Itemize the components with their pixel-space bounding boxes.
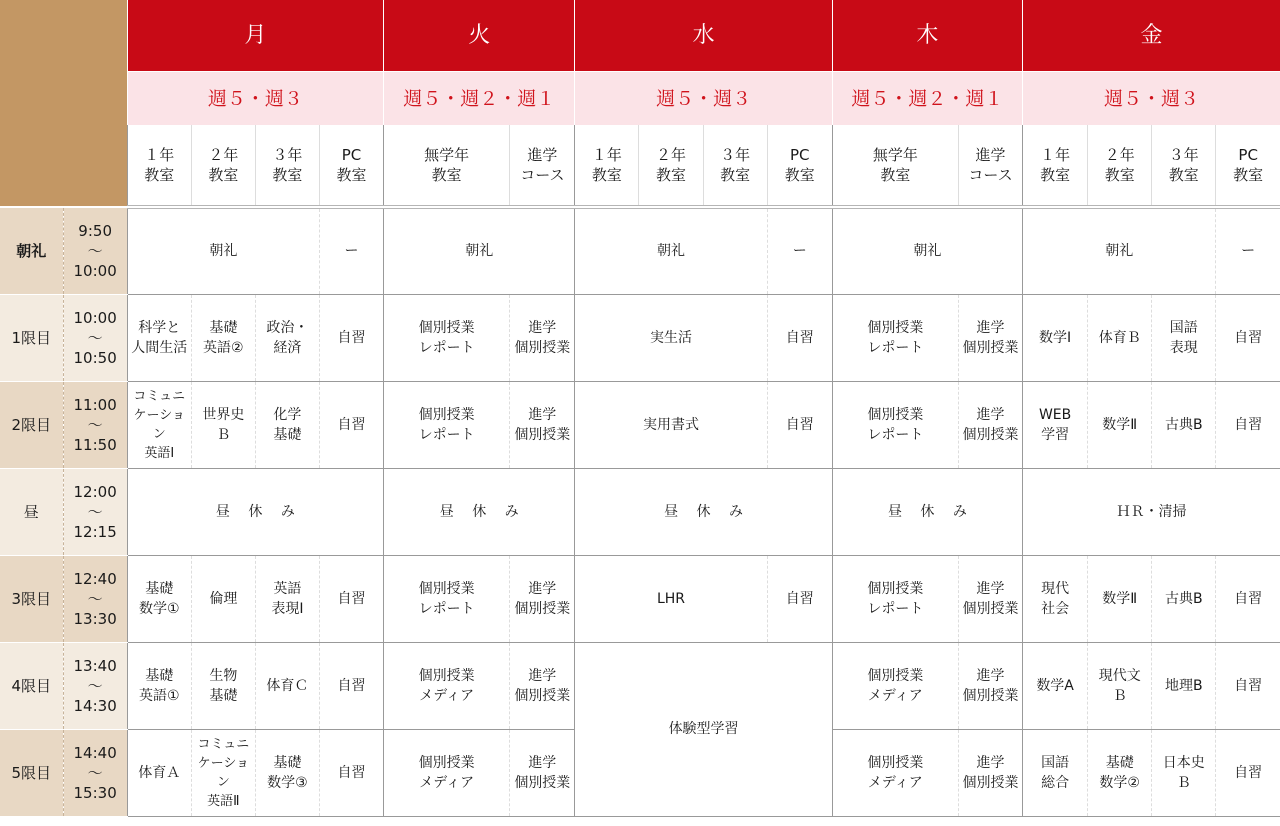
cell: 英語 表現Ⅰ (255, 555, 319, 642)
cell-thu-chorei: 朝礼 (832, 207, 1022, 294)
room-mon-3nen: ３年 教室 (255, 125, 319, 207)
period-time: 11:00 ～ 11:50 (63, 381, 127, 468)
cell: 科学と 人間生活 (127, 294, 191, 381)
cell: 個別授業 メディア (832, 729, 958, 816)
table-row-chorei (0, 207, 1280, 294)
cell: 進学 個別授業 (958, 555, 1022, 642)
cell-mon-pc: ー (319, 207, 383, 294)
cell-wed-pc: ー (767, 207, 832, 294)
cell: 基礎 数学② (1088, 729, 1152, 816)
cell-hr-fri: ＨＲ・清掃 (1023, 468, 1280, 555)
day-header-fri: 金 (1023, 0, 1280, 72)
cell: 数学Ⅰ (1023, 294, 1088, 381)
room-mon-1nen: １年 教室 (127, 125, 191, 207)
cell-tue-chorei: 朝礼 (384, 207, 575, 294)
cell: 基礎 数学③ (255, 729, 319, 816)
room-thu-mugaku: 無学年 教室 (832, 125, 958, 207)
cell: 進学 個別授業 (958, 729, 1022, 816)
week-header-fri: 週５・週３ (1023, 72, 1280, 126)
cell: 個別授業 レポート (832, 555, 958, 642)
cell: 地理B (1152, 642, 1216, 729)
cell: 個別授業 レポート (384, 381, 510, 468)
room-wed-pc: PC 教室 (767, 125, 832, 207)
day-header-tue: 火 (384, 0, 575, 72)
cell: 体育Ｂ (1088, 294, 1152, 381)
cell: 個別授業 レポート (832, 294, 958, 381)
cell: 自習 (1216, 381, 1280, 468)
cell: LHR (575, 555, 767, 642)
cell-mon-chorei: 朝礼 (127, 207, 319, 294)
table-row-p3 (0, 555, 1280, 642)
period-label: 3限目 (0, 555, 63, 642)
cell: 実用書式 (575, 381, 767, 468)
cell: 実生活 (575, 294, 767, 381)
cell: 基礎 英語② (191, 294, 255, 381)
cell-lunch-wed: 昼 休 み (575, 468, 832, 555)
period-label: 2限目 (0, 381, 63, 468)
room-tue-mugaku: 無学年 教室 (384, 125, 510, 207)
cell: 自習 (767, 381, 832, 468)
period-time: 12:40 ～ 13:30 (63, 555, 127, 642)
cell: 国語 表現 (1152, 294, 1216, 381)
week-header-mon: 週５・週３ (127, 72, 383, 126)
week-header-wed: 週５・週３ (575, 72, 832, 126)
cell: 自習 (319, 294, 383, 381)
cell: 個別授業 メディア (384, 729, 510, 816)
cell: 進学 個別授業 (958, 642, 1022, 729)
cell: 数学Ⅱ (1088, 381, 1152, 468)
cell: 個別授業 レポート (832, 381, 958, 468)
room-mon-2nen: ２年 教室 (191, 125, 255, 207)
period-time: 13:40 ～ 14:30 (63, 642, 127, 729)
cell: 進学 個別授業 (958, 294, 1022, 381)
cell: 進学 個別授業 (958, 381, 1022, 468)
room-mon-pc: PC 教室 (319, 125, 383, 207)
table-row-p2 (0, 381, 1280, 468)
cell: 数学Ⅱ (1088, 555, 1152, 642)
period-label: 1限目 (0, 294, 63, 381)
table-row-hiru (0, 468, 1280, 555)
cell: 自習 (1216, 642, 1280, 729)
cell: 体育Ａ (127, 729, 191, 816)
room-tue-shingaku: 進学 コース (510, 125, 575, 207)
week-header-tue: 週５・週２・週１ (384, 72, 575, 126)
room-thu-shingaku: 進学 コース (958, 125, 1022, 207)
cell: 政治・ 経済 (255, 294, 319, 381)
cell-fri-chorei: 朝礼 (1023, 207, 1216, 294)
period-label: 昼 (0, 468, 63, 555)
cell-wed-taiken: 体験型学習 (575, 642, 832, 816)
cell: 自習 (319, 642, 383, 729)
table-corner (0, 0, 127, 207)
cell: 現代 社会 (1023, 555, 1088, 642)
cell: 体育Ｃ (255, 642, 319, 729)
room-wed-3nen: ３年 教室 (703, 125, 767, 207)
cell: 基礎 英語① (127, 642, 191, 729)
period-label: 4限目 (0, 642, 63, 729)
period-time: 10:00 ～ 10:50 (63, 294, 127, 381)
cell: 個別授業 メディア (384, 642, 510, 729)
cell: 個別授業 メディア (832, 642, 958, 729)
day-header-thu: 木 (832, 0, 1022, 72)
cell: 古典B (1152, 381, 1216, 468)
cell-lunch-thu: 昼 休 み (832, 468, 1022, 555)
cell: 自習 (1216, 729, 1280, 816)
period-time: 9:50 ～ 10:00 (63, 207, 127, 294)
cell-lunch-mon: 昼 休 み (127, 468, 383, 555)
cell-fri-pc: ー (1216, 207, 1280, 294)
cell: コミュニ ケーション 英語Ⅰ (127, 381, 191, 468)
table-row-p1 (0, 294, 1280, 381)
room-fri-2nen: ２年 教室 (1088, 125, 1152, 207)
cell: 世界史 Ｂ (191, 381, 255, 468)
cell-lunch-tue: 昼 休 み (384, 468, 575, 555)
period-time: 12:00 ～ 12:15 (63, 468, 127, 555)
cell: 個別授業 レポート (384, 294, 510, 381)
cell: 自習 (319, 381, 383, 468)
room-wed-1nen: １年 教室 (575, 125, 639, 207)
week-header-thu: 週５・週２・週１ (832, 72, 1022, 126)
cell: 自習 (1216, 294, 1280, 381)
cell: WEB 学習 (1023, 381, 1088, 468)
cell: 進学 個別授業 (510, 555, 575, 642)
cell: 倫理 (191, 555, 255, 642)
cell: 基礎 数学① (127, 555, 191, 642)
cell: 進学 個別授業 (510, 381, 575, 468)
cell-wed-chorei: 朝礼 (575, 207, 767, 294)
period-time: 14:40 ～ 15:30 (63, 729, 127, 816)
cell: 進学 個別授業 (510, 294, 575, 381)
cell: 自習 (319, 729, 383, 816)
period-label: 朝礼 (0, 207, 63, 294)
room-fri-pc: PC 教室 (1216, 125, 1280, 207)
room-fri-3nen: ３年 教室 (1152, 125, 1216, 207)
cell: 個別授業 レポート (384, 555, 510, 642)
period-label: 5限目 (0, 729, 63, 816)
cell: 自習 (319, 555, 383, 642)
cell: 進学 個別授業 (510, 642, 575, 729)
room-fri-1nen: １年 教室 (1023, 125, 1088, 207)
day-header-mon: 月 (127, 0, 383, 72)
room-wed-2nen: ２年 教室 (639, 125, 703, 207)
cell: 現代文 Ｂ (1088, 642, 1152, 729)
cell: 古典B (1152, 555, 1216, 642)
cell: 国語 総合 (1023, 729, 1088, 816)
cell: 自習 (767, 294, 832, 381)
cell: 生物 基礎 (191, 642, 255, 729)
cell: 自習 (1216, 555, 1280, 642)
cell: 進学 個別授業 (510, 729, 575, 816)
cell: 化学 基礎 (255, 381, 319, 468)
cell: 数学A (1023, 642, 1088, 729)
table-row-p4 (0, 642, 1280, 729)
cell: 自習 (767, 555, 832, 642)
day-header-wed: 水 (575, 0, 832, 72)
cell: 日本史 Ｂ (1152, 729, 1216, 816)
cell: コミュニ ケーション 英語Ⅱ (191, 729, 255, 816)
